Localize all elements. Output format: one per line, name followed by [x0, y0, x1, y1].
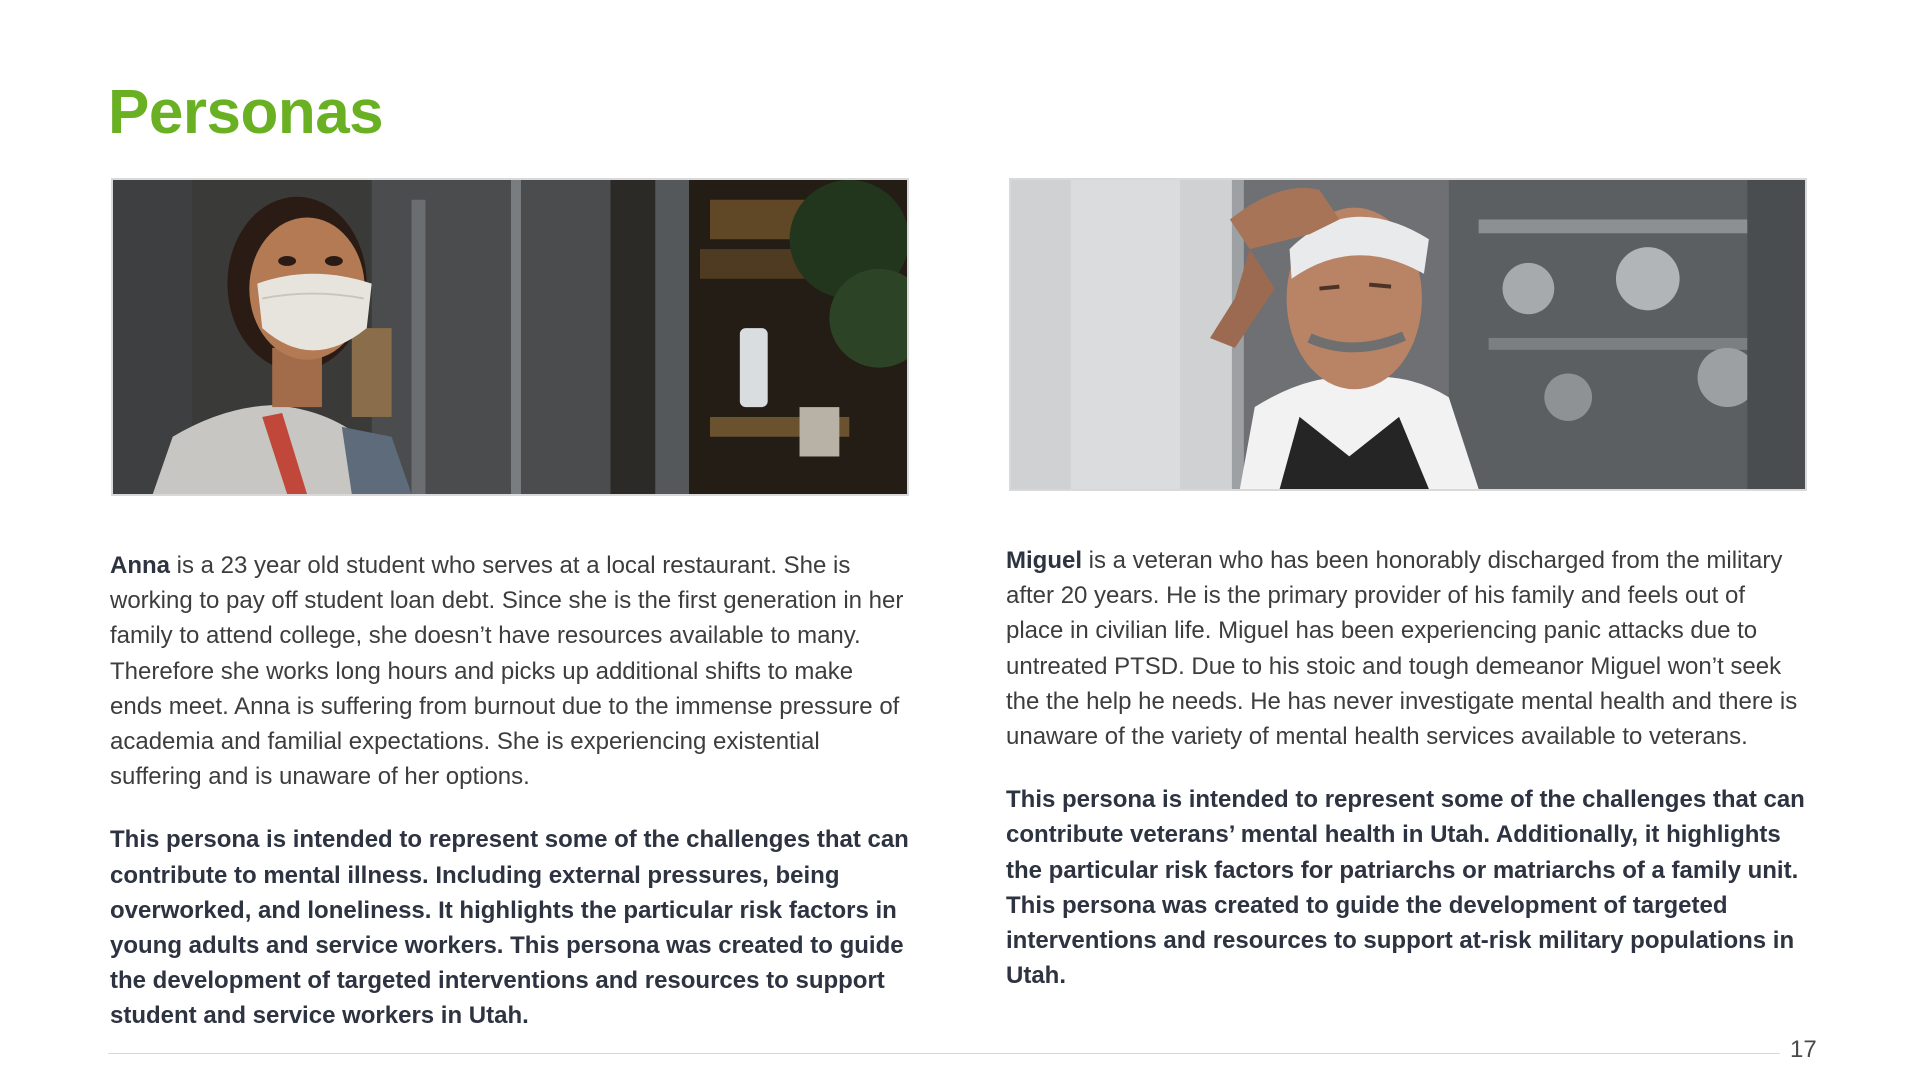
page-number: 17	[1790, 1036, 1817, 1063]
miguel-persona-photo	[1009, 178, 1807, 491]
persona-name-anna: Anna	[110, 552, 170, 579]
page-title: Personas	[108, 78, 384, 147]
persona-summary-anna: This persona is intended to represent some of the challenges that can contribute to mental illness. Including external pressures, being overworked, and loneliness. It highlights the particular risk factors in young adults and service workers. This persona was created to guide the development of targeted interventions and resources to support student and service workers in Utah.	[110, 826, 909, 1030]
persona-name-miguel: Miguel	[1006, 547, 1082, 574]
footer-divider	[108, 1053, 1780, 1054]
persona-card-anna	[110, 548, 910, 1034]
persona-bio-text-miguel: is a veteran who has been honorably discharged from the military after 20 years. He is the primary provider of his family and feels out of place in civilian life. Miguel has been experiencing panic attacks due to untreated PTSD. Due to his stoic and tough demeanor Miguel won’t seek the the help he needs. He has never investigate mental health and there is unaware of the variety of mental health services available to veterans.	[1006, 547, 1798, 751]
persona-summary-miguel: This persona is intended to represent some of the challenges that can contribute veterans’ mental health in Utah. Additionally, it highlights the particular risk factors for patriarchs or matriarchs of a family unit. This persona was created to guide the development of targeted interventions and resources to support at-risk military populations in Utah.	[1006, 786, 1805, 990]
persona-bio-miguel	[1006, 543, 1806, 754]
persona-card-miguel	[1006, 543, 1806, 993]
anna-persona-photo	[111, 178, 909, 496]
persona-bio-anna	[110, 548, 910, 794]
persona-bio-text-anna: is a 23 year old student who serves at a local restaurant. She is working to pay off student loan debt. Since she is the first generation in her family to attend college, she doesn’t have resources available to many. Therefore she works long hours and picks up additional shifts to make ends meet. Anna is suffering from burnout due to the immense pressure of academia and familial expectations. She is experiencing existential suffering and is unaware of her options.	[110, 552, 904, 791]
